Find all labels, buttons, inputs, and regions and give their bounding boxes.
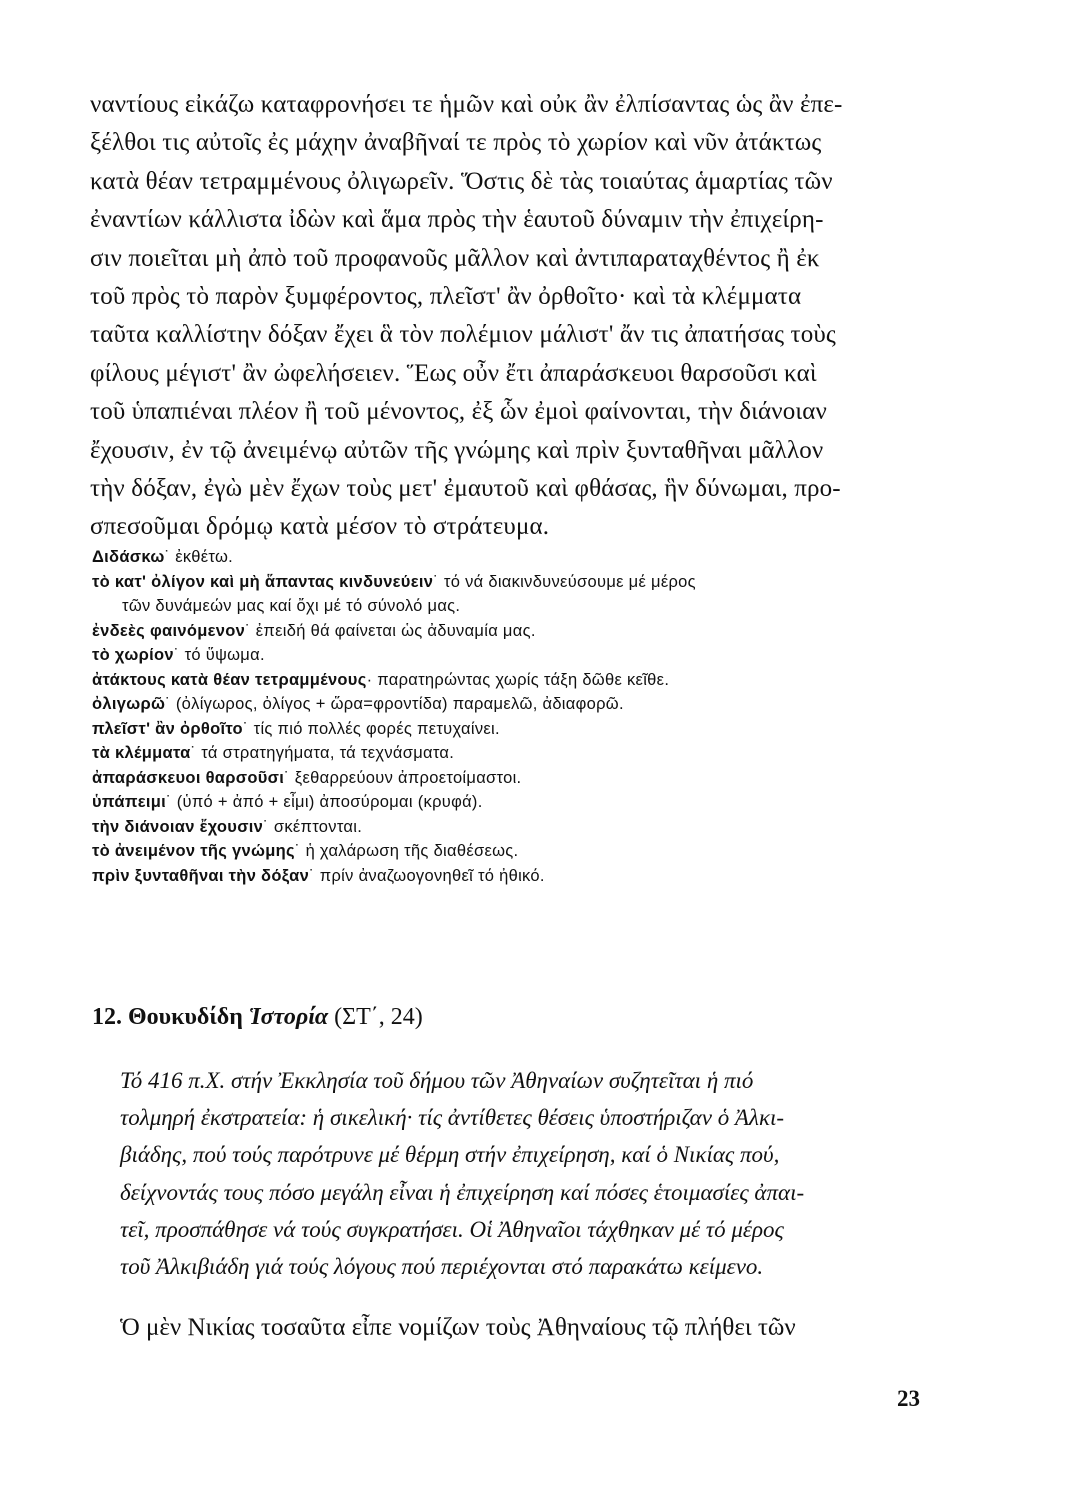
glossary-definition: ἡ χαλάρωση τῆς διαθέσεως. bbox=[305, 842, 519, 860]
text-line: τοῦ ὑπαπιέναι πλέον ἢ τοῦ μένοντος, ἐξ ὧν ἐμοὶ φαίνονται, τὴν διάνοιαν bbox=[90, 398, 827, 426]
text-line: ἔχουσιν, ἐν τῷ ἀνειμένῳ αὐτῶν τῆς γνώμης καὶ πρὶν ξυνταθῆναι μᾶλλον bbox=[90, 436, 824, 464]
glossary-definition: (ὀλίγωρος, ὀλίγος + ὥρα=φροντίδα) παραμελῶ, ἀδιαφορῶ. bbox=[175, 695, 624, 713]
glossary-entry bbox=[92, 815, 952, 840]
glossary-definition: τό ὕψωμα. bbox=[184, 646, 265, 664]
glossary-separator: ˙ bbox=[263, 817, 274, 836]
glossary-term: τὸ χωρίον bbox=[92, 646, 174, 664]
glossary-entry bbox=[92, 741, 952, 766]
glossary-definition: (ὑπό + ἀπό + εἶμι) ἀποσύρομαι (κρυφά). bbox=[176, 793, 483, 811]
glossary-term: ἐνδεὲς φαινόμενον bbox=[92, 621, 246, 640]
glossary-separator: ˙ bbox=[166, 793, 177, 811]
glossary-definition: παρατηρώντας χωρίς τάξη δῶθε κεῖθε. bbox=[377, 670, 670, 689]
glossary-entry bbox=[92, 545, 952, 570]
page-number: 23 bbox=[897, 1386, 920, 1411]
intro-line: τολμηρή ἐκστρατεία: ἡ σικελική· τίς ἀντίθετες θέσεις ὑποστήριζαν ὁ Ἀλκι- bbox=[120, 1105, 785, 1131]
glossary-term: τὴν διάνοιαν ἔχουσιν bbox=[92, 817, 264, 836]
glossary-separator: ˙ bbox=[433, 572, 444, 591]
glossary-definition: ἐπειδή θά φαίνεται ὡς ἀδυναμία μας. bbox=[255, 621, 536, 640]
glossary-separator: · bbox=[366, 670, 378, 689]
glossary-entry bbox=[92, 619, 952, 644]
glossary-separator: ˙ bbox=[284, 768, 295, 787]
glossary-entry bbox=[92, 766, 952, 791]
glossary-separator: ˙ bbox=[164, 548, 176, 566]
section-heading bbox=[92, 1001, 423, 1033]
glossary-definition: πρίν ἀναζωογονηθεῖ τό ἠθικό. bbox=[319, 866, 545, 885]
glossary-entry bbox=[92, 839, 952, 864]
text-line: τὴν δόξαν, ἐγὼ μὲν ἔχων τοὺς μετ' ἐμαυτοῦ καὶ φθάσας, ἣν δύνωμαι, προ- bbox=[90, 475, 841, 503]
glossary-entry bbox=[92, 668, 952, 693]
text-start-line: Ὁ μὲν Νικίας τοσαῦτα εἶπε νομίζων τοὺς Ἀθηναίους τῷ πλήθει τῶν bbox=[120, 1314, 796, 1341]
glossary-term: πρὶν ξυνταθῆναι τὴν δόξαν bbox=[92, 866, 310, 885]
glossary-definition: τό νά διακινδυνεύσουμε μέ μέρος bbox=[443, 572, 696, 591]
glossary-separator: ˙ bbox=[294, 842, 306, 860]
glossary-entry bbox=[92, 717, 952, 742]
glossary-term: τὸ ἀνειμένον τῆς γνώμης bbox=[92, 842, 295, 860]
glossary-entry bbox=[92, 790, 952, 815]
section-work-title: Ἱστορία bbox=[248, 1004, 329, 1030]
glossary-separator: ˙ bbox=[309, 866, 320, 885]
text-line: ξέλθοι τις αὐτοῖς ἐς μάχην ἀναβῆναί τε πρὸς τὸ χωρίον καὶ νῦν ἀτάκτως bbox=[90, 129, 822, 157]
text-line: φίλους μέγιστ' ἂν ὠφελήσειεν. Ἕως οὖν ἔτι ἀπαράσκευοι θαρσοῦσι καὶ bbox=[90, 359, 817, 387]
intro-line: βιάδης, πού τούς παρότρυνε μέ θέρμη στήν ἐπιχείρηση, καί ὁ Νικίας πού, bbox=[120, 1142, 780, 1168]
glossary-definition: ἐκθέτω. bbox=[175, 548, 234, 566]
glossary-term: ὑπάπειμι bbox=[92, 793, 167, 811]
text-line: σιν ποιεῖται μὴ ἀπὸ τοῦ προφανοῦς μᾶλλον καὶ ἀντιπαραταχθέντος ἢ ἐκ bbox=[90, 244, 820, 272]
glossary-definition: ξεθαρρεύουν ἀπροετοίμαστοι. bbox=[294, 768, 522, 787]
glossary-entry bbox=[92, 864, 952, 889]
glossary-term: πλεῖστ' ἂν ὀρθοῖτο bbox=[92, 719, 243, 738]
glossary-term: Διδάσκω bbox=[92, 548, 165, 566]
glossary-term: τὸ κατ' ὀλίγον καὶ μὴ ἅπαντας κινδυνεύειν bbox=[92, 572, 434, 591]
intro-line: δείχνοντάς τους πόσο μεγάλη εἶναι ἡ ἐπιχείρηση καί πόσες ἑτοιμασίες ἀπαι- bbox=[120, 1179, 805, 1205]
glossary bbox=[92, 545, 952, 888]
intro-paragraph bbox=[120, 1062, 940, 1285]
glossary-entry bbox=[92, 692, 952, 717]
glossary-term: τὰ κλέμματα bbox=[92, 744, 191, 762]
text-line: σπεσοῦμαι δρόμῳ κατὰ μέσον τὸ στράτευμα. bbox=[90, 513, 550, 541]
glossary-entry bbox=[92, 570, 952, 619]
glossary-separator: ˙ bbox=[165, 695, 176, 713]
text-line: ἐναντίων κάλλιστα ἰδὼν καὶ ἅμα πρὸς τὴν ἑαυτοῦ δύναμιν τὴν ἐπιχείρη- bbox=[90, 206, 824, 234]
glossary-separator: ˙ bbox=[245, 621, 256, 640]
section-author: Θουκυδίδη bbox=[128, 1004, 243, 1030]
glossary-entry bbox=[92, 643, 952, 668]
text-line: ναντίους εἰκάζω καταφρονήσει τε ἡμῶν καὶ οὐκ ἂν ἐλπίσαντας ὡς ἂν ἐπε- bbox=[90, 91, 843, 118]
intro-line: Τό 416 π.Χ. στήν Ἐκκλησία τοῦ δήμου τῶν Ἀθηναίων συζητεῖται ἡ πιό bbox=[120, 1068, 754, 1093]
glossary-definition: σκέπτονται. bbox=[273, 817, 363, 836]
glossary-separator: ˙ bbox=[173, 646, 185, 664]
text-line: ταῦτα καλλίστην δόξαν ἔχει ἃ τὸν πολέμιον μάλιστ' ἄν τις ἀπατήσας τοὺς bbox=[90, 321, 836, 349]
section-number: 12. bbox=[92, 1004, 122, 1030]
section-reference: (ΣΤ΄, 24) bbox=[334, 1004, 423, 1030]
intro-line: τοῦ Ἀλκιβιάδη γιά τούς λόγους πού περιέχονται στό παρακάτω κείμενο. bbox=[120, 1254, 764, 1280]
glossary-term: ἀτάκτους κατὰ θέαν τετραμμένους bbox=[92, 670, 367, 689]
glossary-term: ἀπαράσκευοι θαρσοῦσι bbox=[92, 768, 285, 787]
main-greek-text bbox=[90, 86, 940, 547]
text-line: κατὰ θέαν τετραμμένους ὀλιγωρεῖν. Ὅστις δὲ τὰς τοιαύτας ἁμαρτίας τῶν bbox=[90, 167, 833, 195]
glossary-definition: τίς πιό πολλές φορές πετυχαίνει. bbox=[253, 719, 500, 738]
text-line: τοῦ πρὸς τὸ παρὸν ξυμφέροντος, πλεῖστ' ἂν ὀρθοῖτο· καὶ τὰ κλέμματα bbox=[90, 283, 802, 311]
glossary-term: ὀλιγωρῶ bbox=[92, 695, 166, 713]
intro-line: τεῖ, προσπάθησε νά τούς συγκρατήσει. Οἱ Ἀθηναῖοι τάχθηκαν μέ τό μέρος bbox=[120, 1216, 784, 1242]
glossary-continuation: τῶν δυνάμεών μας καί ὄχι μέ τό σύνολό μας. bbox=[122, 597, 461, 615]
glossary-separator: ˙ bbox=[242, 719, 254, 738]
glossary-definition: τά στρατηγήματα, τά τεχνάσματα. bbox=[201, 744, 455, 762]
glossary-separator: ˙ bbox=[190, 744, 202, 762]
